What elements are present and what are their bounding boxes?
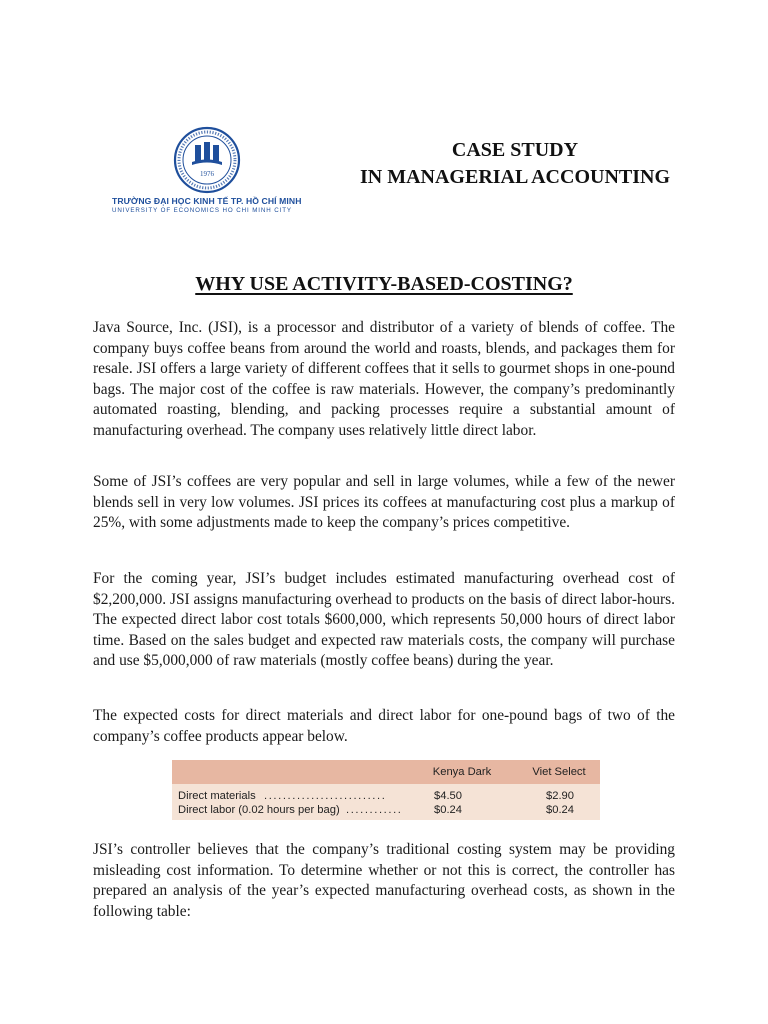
document-title — [310, 137, 720, 191]
table-row — [172, 804, 600, 818]
column-header-kenya-dark: Kenya Dark — [432, 766, 492, 778]
svg-text:1976: 1976 — [200, 170, 214, 178]
value-viet-select: $0.24 — [546, 804, 574, 816]
column-header-viet-select: Viet Select — [532, 766, 586, 778]
cost-table — [172, 760, 600, 820]
table-row — [172, 790, 600, 804]
university-logo — [108, 126, 304, 218]
value-viet-select: $2.90 — [546, 790, 574, 802]
row-label: Direct materials — [178, 790, 256, 802]
university-name-vi: TRƯỜNG ĐẠI HỌC KINH TẾ TP. HỒ CHÍ MINH — [112, 196, 302, 206]
paragraph-5: JSI’s controller believes that the company’s traditional costing system may be providing misleading cost information. To determine whether or not this is correct, the controller has prepared an analysis of the year’s expected manufacturing overhead costs, as shown in the following table: — [93, 841, 675, 920]
title-line-1: CASE STUDY — [451, 139, 579, 161]
paragraph-1: Java Source, Inc. (JSI), is a processor and distributor of a variety of blends of coffee. The company buys coffee beans from around the world and roasts, blends, and packages them for resale. JSI offers a large variety of different coffees that it sells to gourmet shops in one-pound bags. The major cost of the coffee is raw materials. However, the company’s predominantly automated roasting, blending, and packing processes require a substantial amount of manufacturing overhead. The company uses relatively little direct labor. — [93, 319, 675, 439]
title-line-2: IN MANAGERIAL ACCOUNTING — [359, 166, 671, 188]
section-heading: WHY USE ACTIVITY-BASED-COSTING? — [195, 273, 573, 295]
university-seal-icon — [164, 126, 250, 196]
row-leader-dots: ............ — [346, 804, 403, 816]
value-kenya-dark: $0.24 — [434, 804, 462, 816]
paragraph-3: For the coming year, JSI’s budget includes estimated manufacturing overhead cost of $2,200,000. JSI assigns manufacturing overhead to products on the basis of direct labor-hours. The expected direct labor cost totals $600,000, which represents 50,000 hours of direct labor time. Based on the sales budget and expected raw materials costs, the company will purchase and use $5,000,000 of raw materials (mostly coffee beans) during the year. — [93, 570, 675, 669]
row-leader-dots: .......................... — [264, 790, 387, 802]
row-label: Direct labor (0.02 hours per bag) — [178, 804, 340, 816]
cost-table-header — [172, 760, 600, 784]
paragraph-4: The expected costs for direct materials and direct labor for one-pound bags of two of the company’s coffee products appear below. — [93, 707, 675, 745]
university-name-en: UNIVERSITY OF ECONOMICS HO CHI MINH CITY — [112, 207, 292, 214]
value-kenya-dark: $4.50 — [434, 790, 462, 802]
paragraph-2: Some of JSI’s coffees are very popular and sell in large volumes, while a few of the newer blends sell in very low volumes. JSI prices its coffees at manufacturing cost plus a markup of 25%, with some adjustments made to keep the company’s prices competitive. — [93, 473, 675, 531]
